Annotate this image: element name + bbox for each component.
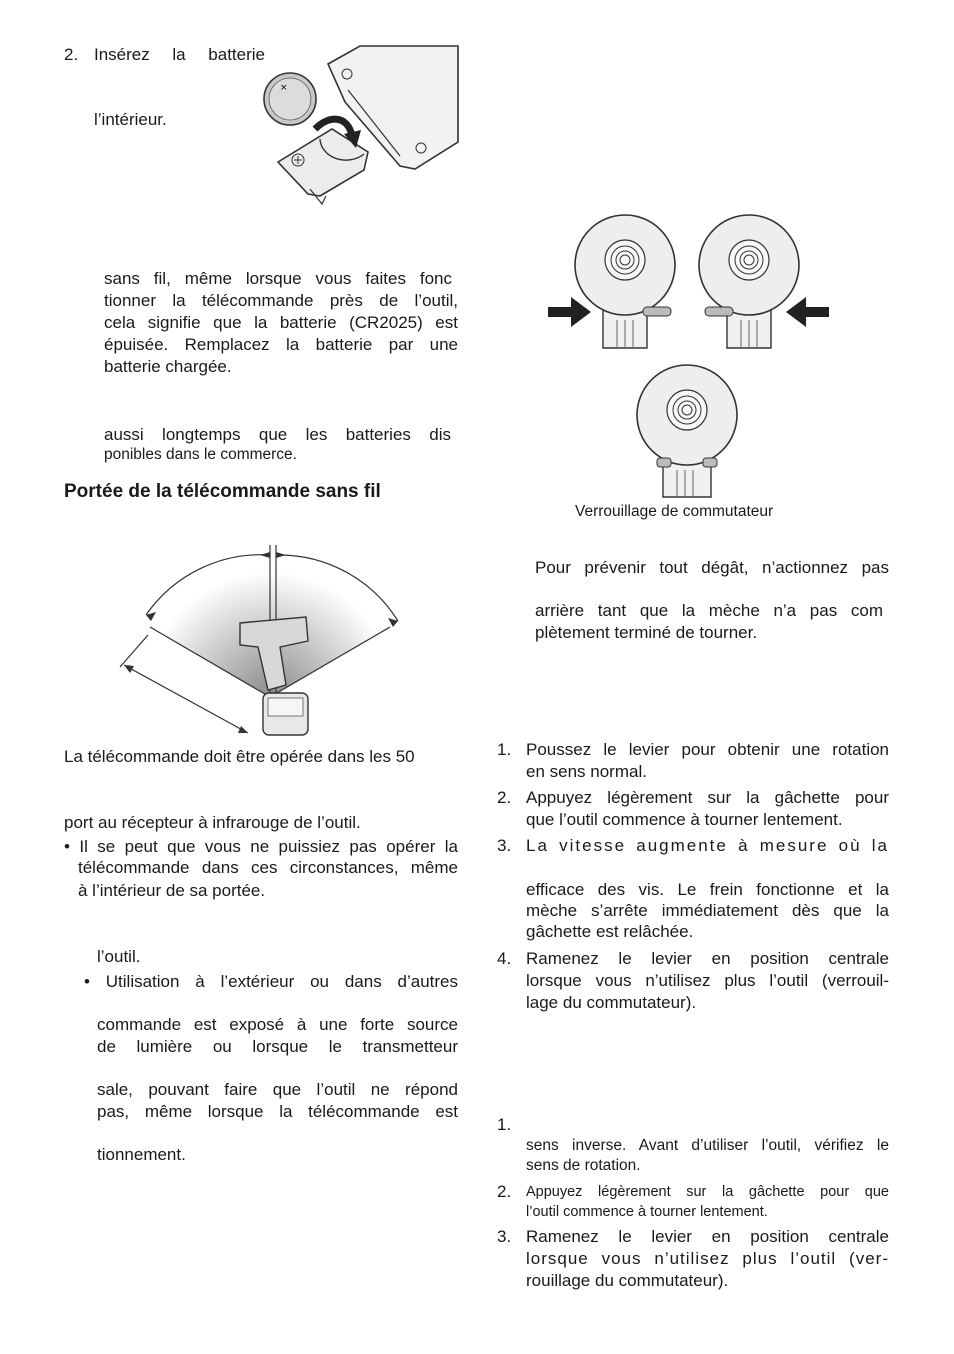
range-text-line-2: port au récepteur à infrarouge de l’outil. xyxy=(64,813,361,832)
text-line: télécommande dans ces circonstances, même xyxy=(78,858,458,877)
step-number: 3. xyxy=(497,836,512,855)
text-line: ponibles dans le commerce. xyxy=(104,446,297,463)
text-line: arrière tant que la mèche n’a pas com xyxy=(535,601,883,620)
text-line: à l’intérieur de sa portée. xyxy=(78,881,266,900)
step-line: Poussez le levier pour obtenir une rotation xyxy=(526,740,889,759)
tool-forward-view xyxy=(548,215,675,348)
loutil-line: l’outil. xyxy=(97,947,141,966)
step-line: efficace des vis. Le frein fonctionne et la xyxy=(526,880,889,899)
text-line: plètement terminé de tourner. xyxy=(535,623,758,642)
step-line: rouillage du commutateur). xyxy=(526,1271,729,1290)
step-number: 4. xyxy=(497,949,512,968)
text-line: sans fil, même lorsque vous faites fonc xyxy=(104,269,452,288)
text-line: épuisée. Remplacez la batterie par une xyxy=(104,335,458,354)
step-number: 3. xyxy=(497,1227,512,1246)
step-number: 1. xyxy=(497,1115,512,1134)
switch-lever-illustration xyxy=(545,215,835,500)
step-line: en sens normal. xyxy=(526,762,647,781)
step-line: lage du commutateur). xyxy=(526,993,697,1012)
step-line: Ramenez le levier en position centrale xyxy=(526,949,889,968)
step-line: que l’outil commence à tourner lentement. xyxy=(526,810,843,829)
text-line: pas, même lorsque la télécommande est xyxy=(97,1102,458,1121)
tool-reverse-view xyxy=(699,215,829,348)
step-line: lorsque vous n’utilisez plus l’outil (ver- xyxy=(526,1249,889,1268)
range-text-line-1: La télécommande doit être opérée dans les 50 xyxy=(64,747,415,766)
step-number: 2. xyxy=(497,1182,512,1201)
step-line: l’outil commence à tourner lentement. xyxy=(526,1204,768,1220)
step-line: La vitesse augmente à mesure où la xyxy=(526,836,889,855)
step-number: 1. xyxy=(497,740,512,759)
text-line: cela signifie que la batterie (CR2025) est xyxy=(104,313,458,332)
text-line: de lumière ou lorsque le transmetteur xyxy=(97,1037,458,1056)
text-line: • Utilisation à l’extérieur ou dans d’autres xyxy=(84,972,458,991)
step-line: gâchette est relâchée. xyxy=(526,922,694,941)
section-heading: Portée de la télécommande sans fil xyxy=(64,481,381,502)
step-2-continuation: l’intérieur. xyxy=(94,110,167,129)
remote-range-diagram xyxy=(118,545,408,740)
step-line: Ramenez le levier en position centrale xyxy=(526,1227,889,1246)
text-line: sale, pouvant faire que l’outil ne répond xyxy=(97,1080,458,1099)
text-line: Pour prévenir tout dégât, n’actionnez pas xyxy=(535,558,889,577)
text-line: commande est exposé à une forte source xyxy=(97,1015,458,1034)
step-2-text: Insérez la batterie xyxy=(94,45,265,64)
step-line: sens de rotation. xyxy=(526,1157,641,1174)
battery-insertion-illustration xyxy=(260,44,460,212)
tool-locked-view xyxy=(637,365,737,497)
step-line: Appuyez légèrement sur la gâchette pour xyxy=(526,788,889,807)
step-2-number: 2. xyxy=(64,45,79,64)
text-line: aussi longtemps que les batteries dis xyxy=(104,425,451,444)
step-line: sens inverse. Avant d’utiliser l’outil, vérifiez le xyxy=(526,1137,889,1154)
text-line: tionner la télécommande près de l’outil, xyxy=(104,291,458,310)
step-line: Appuyez légèrement sur la gâchette pour que xyxy=(526,1184,889,1200)
switch-lock-caption: Verrouillage de commutateur xyxy=(575,503,774,520)
step-line: lorsque vous n’utilisez plus l’outil (verrouil- xyxy=(526,971,889,990)
step-number: 2. xyxy=(497,788,512,807)
step-line: mèche s’arrête immédiatement dès que la xyxy=(526,901,889,920)
svg-text:×: × xyxy=(280,83,288,93)
text-line: batterie chargée. xyxy=(104,357,232,376)
text-line: • Il se peut que vous ne puissiez pas opérer la xyxy=(64,837,458,856)
text-line: tionnement. xyxy=(97,1145,186,1164)
